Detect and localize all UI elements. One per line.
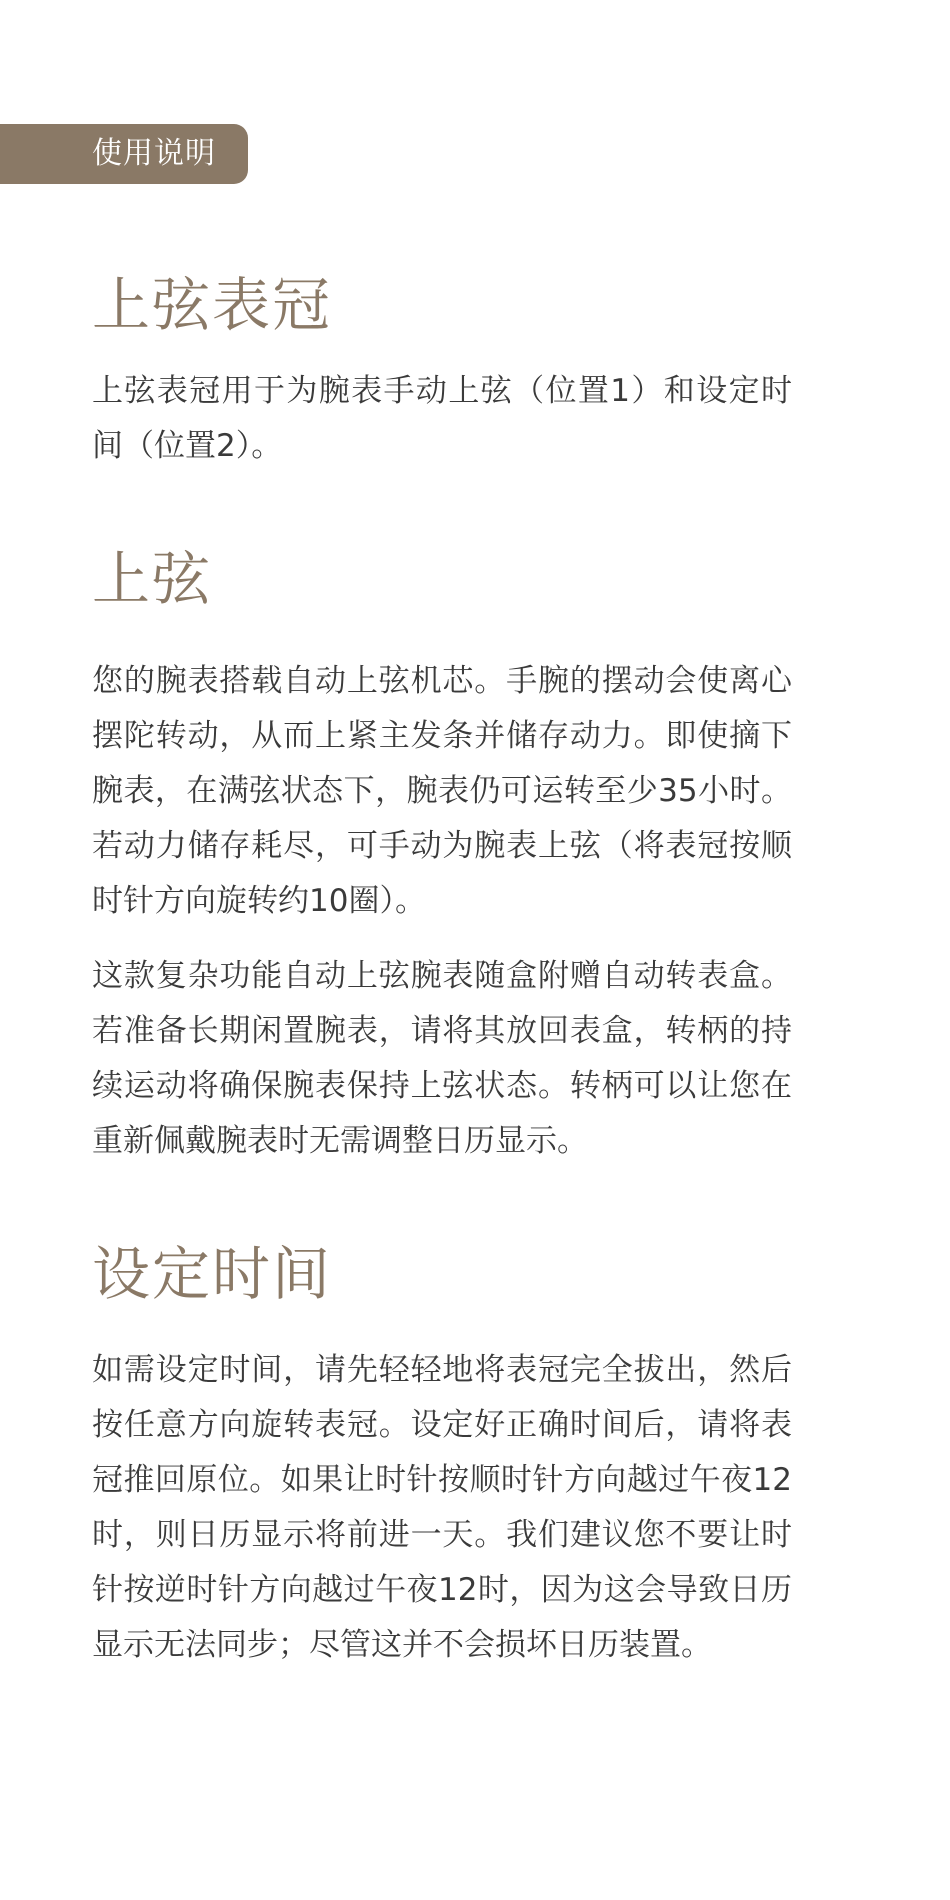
paragraph-winding-1: 您的腕表搭载自动上弦机芯。手腕的摆动会使离心摆陀转动，从而上紧主发条并储存动力。即使摘下腕表，在满弦状态下，腕表仍可运转至少35小时。若动力储存耗尽，可手动为腕表上弦（将表冠按顺时针方向旋转约10圈）。 — [92, 663, 792, 919]
heading-winding-crown: 上弦表冠 — [92, 271, 333, 339]
paragraph-winding-2: 这款复杂功能自动上弦腕表随盒附赠自动转表盒。若准备长期闲置腕表，请将其放回表盒，转柄的持续运动将确保腕表保持上弦状态。转柄可以让您在重新佩戴腕表时无需调整日历显示。 — [92, 958, 792, 1159]
heading-winding: 上弦 — [92, 545, 213, 613]
paragraph-winding-crown: 上弦表冠用于为腕表手动上弦（位置1）和设定时间（位置2）。 — [92, 373, 792, 464]
heading-setting-time: 设定时间 — [92, 1240, 333, 1308]
paragraph-setting-time: 如需设定时间，请先轻轻地将表冠完全拔出，然后按任意方向旋转表冠。设定好正确时间后，请将表冠推回原位。如果让时针按顺时针方向越过午夜12时，则日历显示将前进一天。我们建议您不要让时针按逆时针方向越过午夜12时，因为这会导致日历显示无法同步；尽管这并不会损坏日历装置。 — [92, 1352, 792, 1663]
section-tab-label: 使用说明 — [0, 124, 248, 184]
document-content — [92, 260, 792, 1673]
